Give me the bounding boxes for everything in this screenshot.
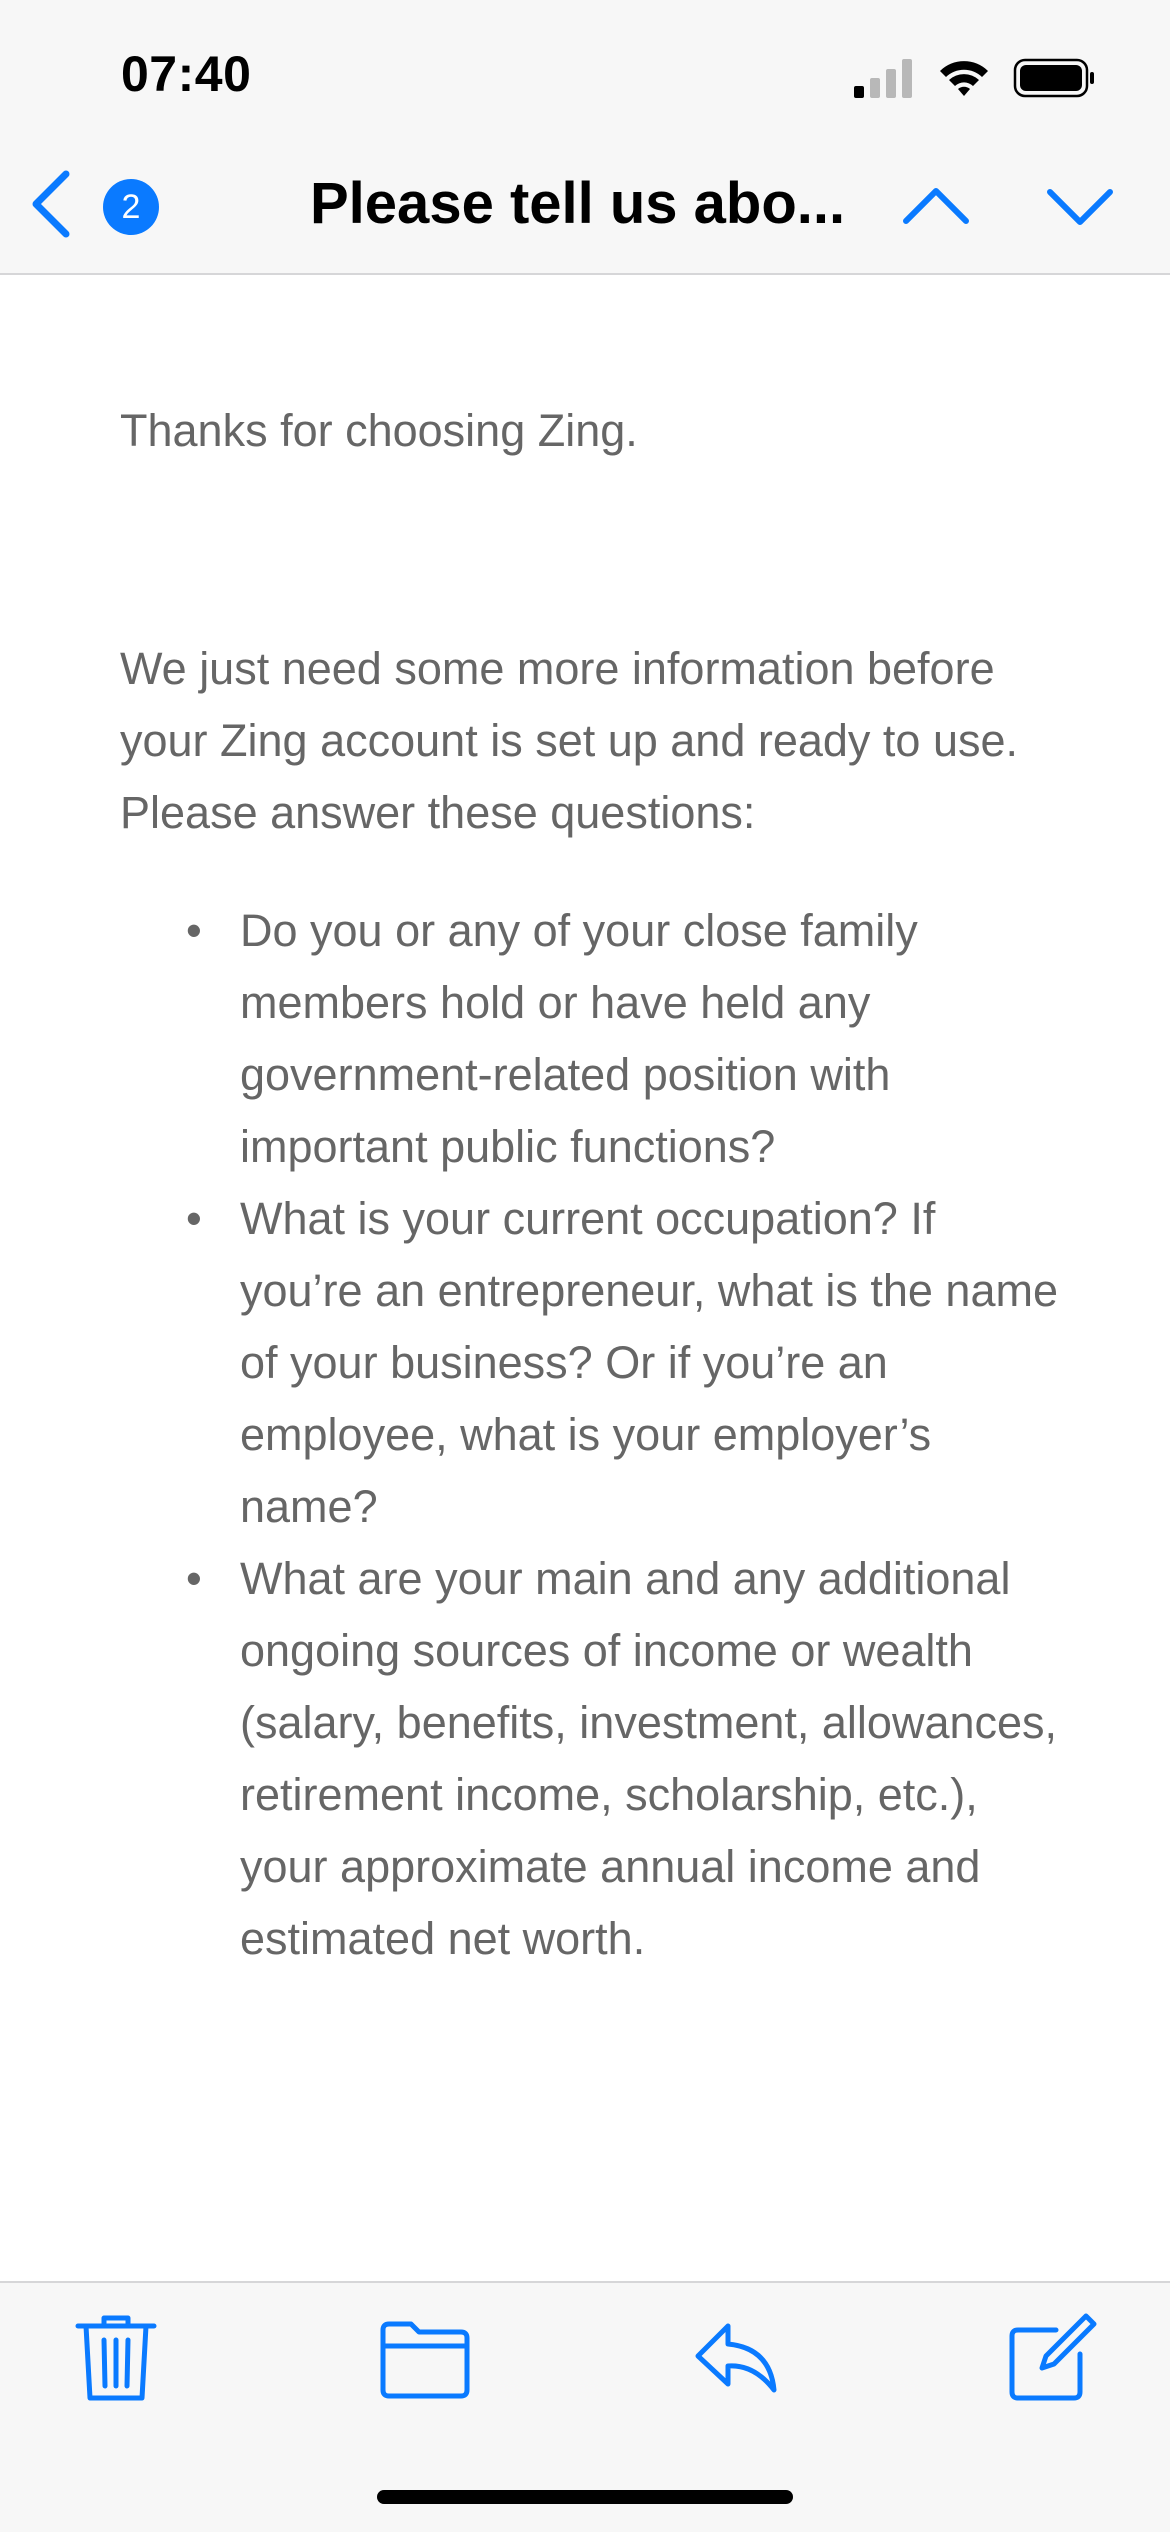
bullet-icon: • xyxy=(186,1553,202,1604)
list-item xyxy=(120,1183,1060,1543)
greeting-text: Thanks for choosing Zing. xyxy=(120,405,638,456)
question-text: What are your main and any additional ongoing sources of income or wealth (salary, benefits, investment, allowances, retirement income, scholarship, etc.), your approximate annual income and estimated net worth. xyxy=(240,1553,1058,1964)
list-item xyxy=(120,1543,1060,1975)
unread-count-badge[interactable]: 2 xyxy=(103,179,159,235)
email-body xyxy=(120,395,1060,1975)
questions-list xyxy=(120,895,1060,1975)
previous-message-chevron-up-icon[interactable] xyxy=(900,175,972,235)
folder-icon[interactable] xyxy=(377,2310,473,2406)
bullet-icon: • xyxy=(186,905,202,956)
wifi-icon xyxy=(940,61,988,96)
cellular-signal-icon xyxy=(854,59,912,98)
status-time: 07:40 xyxy=(121,46,252,102)
list-item xyxy=(120,895,1060,1183)
compose-icon[interactable] xyxy=(1004,2310,1100,2406)
home-indicator[interactable] xyxy=(377,2490,793,2504)
reply-icon[interactable] xyxy=(690,2310,786,2406)
battery-icon xyxy=(1015,60,1094,96)
question-text: Do you or any of your close family members hold or have held any government-related position with important public functions? xyxy=(240,905,918,1172)
question-text: What is your current occupation? If you’re an entrepreneur, what is the name of your business? Or if you’re an employee, what is your employer’s name? xyxy=(240,1193,1058,1532)
bullet-icon: • xyxy=(186,1193,202,1244)
message-subject-title: Please tell us abo... xyxy=(310,171,846,236)
intro-text: We just need some more information before your Zing account is set up and ready to use. Please answer these questions: xyxy=(120,643,1019,838)
status-icons xyxy=(854,56,1094,100)
back-chevron-icon[interactable] xyxy=(22,164,82,244)
trash-icon[interactable] xyxy=(68,2310,164,2406)
next-message-chevron-down-icon[interactable] xyxy=(1044,178,1116,238)
